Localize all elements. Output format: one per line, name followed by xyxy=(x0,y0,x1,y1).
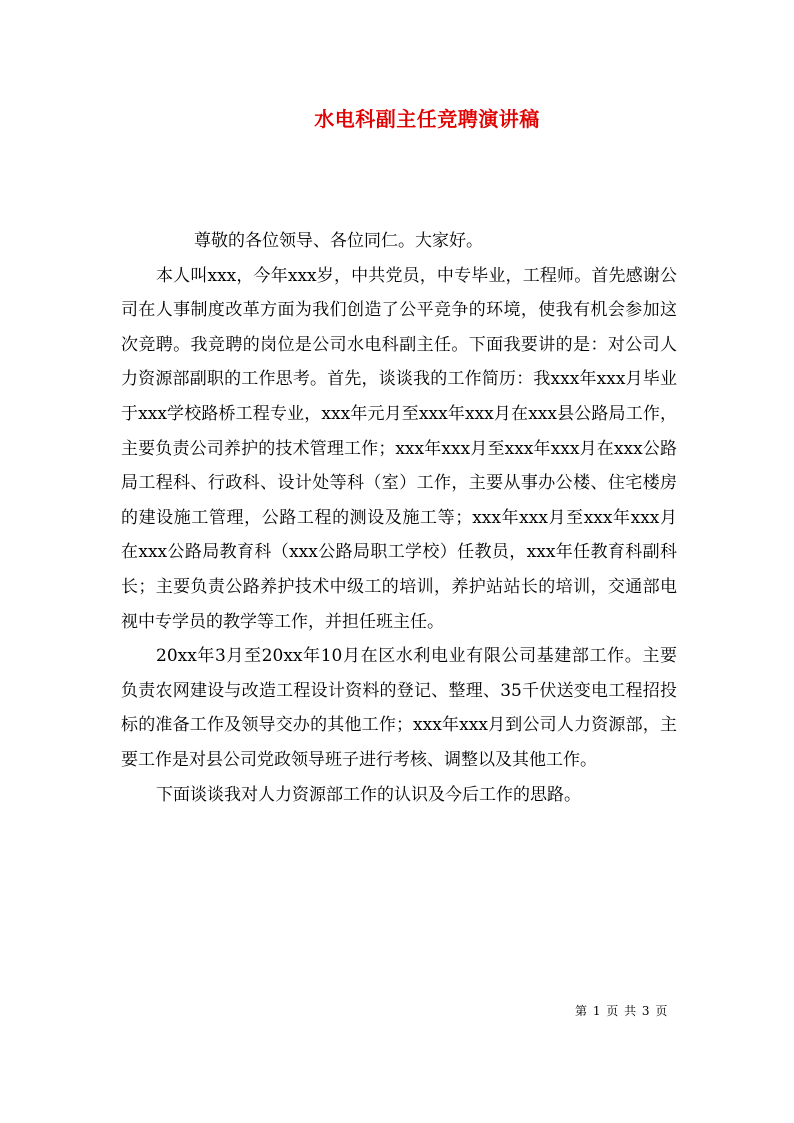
paragraph-next-topic: 下面谈谈我对人力资源部工作的认识及今后工作的思路。 xyxy=(156,784,581,805)
page-number-footer: 第 1 页 共 3 页 xyxy=(575,1004,669,1018)
greeting-paragraph: 尊敬的各位领导、各位同仁。大家好。 xyxy=(194,231,483,251)
paragraph-work-history: 20xx年3月至20xx年10月在区水利电业有限公司基建部工作。主要负责农网建设与改造工程设计资料的登记、整理、35千伏送变电工程招投标的准备工作及领导交办的其他工作；xxx年xxx月到公司人力资源部，主要工作是对县公司党政领导班子进行考核、调整以及其他工作。 xyxy=(121,646,677,770)
paragraph-intro: 本人叫xxx，今年xxx岁，中共党员，中专毕业，工程师。首先感谢公司在人事制度改革方面为我们创造了公平竞争的环境，使我有机会参加这次竞聘。我竞聘的岗位是公司水电科副主任。下面我要讲的是：对公司人力资源部副职的工作思考。首先，谈谈我的工作简历：我xxx年xxx月毕业于xxx学校路桥工程专业，xxx年元月至xxx年xxx月在xxx县公路局工作，主要负责公司养护的技术管理工作；xxx年xxx月至xxx年xxx月在xxx公路局工程科、行政科、设计处等科（室）工作，主要从事办公楼、住宅楼房的建设施工管理，公路工程的测设及施工等；xxx年xxx月至xxx年xxx月在xxx公路局教育科（xxx公路局职工学校）任教员，xxx年任教育科副科长；主要负责公路养护技术中级工的培训，养护站站长的培训，交通部电视中专学员的教学等工作，并担任班主任。 xyxy=(121,265,677,632)
document-title: 水电科副主任竞聘演讲稿 xyxy=(314,107,540,131)
document-body xyxy=(121,224,677,812)
